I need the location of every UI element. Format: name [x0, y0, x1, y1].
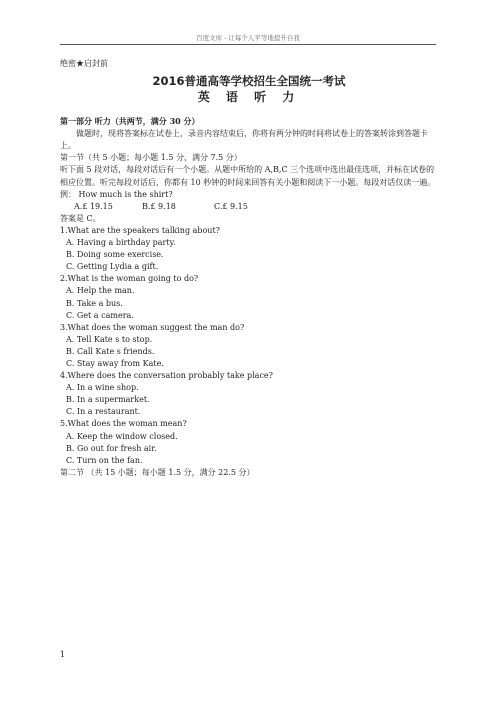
- document-body: [60, 58, 438, 479]
- question-text: 2.What is the woman going to do?: [60, 274, 199, 284]
- option-c: C. Turn on the fan.: [66, 455, 143, 465]
- header-text: 百度文库 - 让每个人平等地提升自我: [196, 34, 300, 42]
- option-b: B. Go out for fresh air.: [66, 443, 157, 453]
- question-5: [60, 418, 438, 466]
- option-b: B. In a supermarket.: [66, 395, 150, 405]
- option-c: C. Stay away from Kate.: [66, 358, 164, 368]
- option-b: B. Call Kate s friends.: [66, 346, 155, 356]
- section2-header: 第二节 （共 15 小题；每小题 1.5 分，满分 22.5 分）: [60, 467, 255, 477]
- instructions: 做题时，现将答案标在试卷上，录音内容结束后，你将有两分钟的时间将试卷上的答案转涂到答题卡上。: [60, 129, 428, 151]
- example-option-a: A.£ 19.15: [74, 201, 113, 211]
- example-question: 例： How much is the shirt?: [60, 189, 173, 199]
- option-a: A. Having a birthday party.: [66, 238, 176, 248]
- question-text: 3.What does the woman suggest the man do?: [60, 322, 245, 332]
- option-c: C. Get a camera.: [66, 310, 134, 320]
- question-4: [60, 370, 438, 418]
- example-answer: 答案是 C。: [60, 213, 101, 223]
- example-option-c: C.£ 9.15: [214, 201, 248, 211]
- option-b: B. Doing some exercise.: [66, 250, 164, 260]
- option-a: A. Help the man.: [66, 286, 135, 296]
- page-number: 1: [60, 650, 66, 659]
- example-options: [60, 201, 438, 213]
- part1-title: 第一部分 听力（共两节，满分 30 分）: [60, 116, 200, 127]
- exam-subtitle: 英 语 听 力: [197, 90, 301, 105]
- header-rule: [60, 44, 436, 45]
- section1-instructions: 听下面 5 段对话，每段对话后有一个小题。从题中所给的 A,B,C 三个选项中选出最佳选项，并标在试卷的相应位置。听完每段对话后，你都有 10 秒钟的时间来回答有关小题和阅读下一小题。每段对话仅读一遍。: [60, 165, 436, 187]
- option-a: A. In a wine shop.: [66, 383, 139, 393]
- example-option-b: B.£ 9.18: [142, 201, 176, 211]
- question-2: [60, 273, 438, 321]
- secret-label: 绝密★启封前: [60, 59, 108, 68]
- question-1: [60, 225, 438, 273]
- option-c: C. Getting Lydia a gift.: [66, 262, 159, 272]
- section1-header: 第一节（共 5 小题；每小题 1.5 分，满分 7.5 分）: [60, 153, 242, 163]
- question-3: [60, 322, 438, 370]
- option-a: A. Tell Kate s to stop.: [66, 334, 153, 344]
- exam-title: 2016普通高等学校招生全国统一考试: [152, 74, 346, 89]
- question-text: 1.What are the speakers talking about?: [60, 225, 220, 235]
- option-b: B. Take a bus.: [66, 298, 123, 308]
- page-header: [0, 0, 496, 46]
- question-text: 4.Where does the conversation probably take place?: [60, 371, 273, 381]
- question-text: 5.What does the woman mean?: [60, 419, 187, 429]
- option-c: C. In a restaurant.: [66, 407, 141, 417]
- option-a: A. Keep the window closed.: [66, 431, 178, 441]
